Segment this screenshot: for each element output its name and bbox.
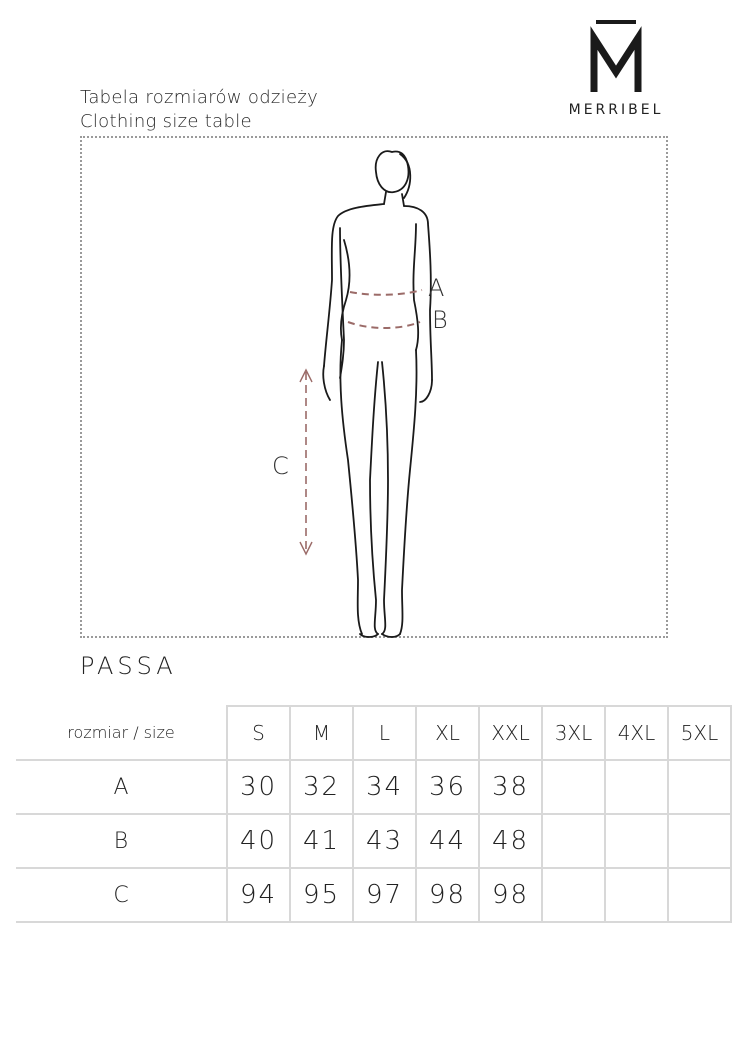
row-label-c: C xyxy=(16,868,227,922)
table-cell xyxy=(542,868,605,922)
size-col-s: S xyxy=(227,706,290,760)
table-row xyxy=(16,760,731,814)
table-cell: 43 xyxy=(353,814,416,868)
size-col-4xl: 4XL xyxy=(605,706,668,760)
size-table xyxy=(16,705,732,923)
table-cell xyxy=(605,868,668,922)
table-cell: 41 xyxy=(290,814,353,868)
measure-label-c: C xyxy=(272,452,289,480)
table-cell: 95 xyxy=(290,868,353,922)
table-row xyxy=(16,814,731,868)
size-table-title xyxy=(80,86,318,134)
table-cell: 34 xyxy=(353,760,416,814)
size-col-5xl: 5XL xyxy=(668,706,731,760)
row-label-a: A xyxy=(16,760,227,814)
size-col-xl: XL xyxy=(416,706,479,760)
table-cell: 38 xyxy=(479,760,542,814)
table-cell xyxy=(605,760,668,814)
table-cell: 40 xyxy=(227,814,290,868)
table-cell: 44 xyxy=(416,814,479,868)
table-cell: 97 xyxy=(353,868,416,922)
table-cell xyxy=(542,760,605,814)
brand-name: MERRIBEL xyxy=(568,102,664,118)
size-col-3xl: 3XL xyxy=(542,706,605,760)
table-cell xyxy=(668,868,731,922)
table-cell: 98 xyxy=(479,868,542,922)
size-header-label: rozmiar / size xyxy=(16,706,227,760)
row-label-b: B xyxy=(16,814,227,868)
table-cell xyxy=(668,814,731,868)
size-col-l: L xyxy=(353,706,416,760)
table-cell: 32 xyxy=(290,760,353,814)
size-col-m: M xyxy=(290,706,353,760)
table-cell: 48 xyxy=(479,814,542,868)
merribel-logo-icon xyxy=(584,20,648,94)
table-cell: 94 xyxy=(227,868,290,922)
table-cell xyxy=(668,760,731,814)
brand-logo xyxy=(556,20,676,120)
measure-label-a: A xyxy=(428,274,445,302)
measure-label-b: B xyxy=(432,306,448,334)
table-cell: 36 xyxy=(416,760,479,814)
title-english: Clothing size table xyxy=(80,111,252,132)
product-name: PASSA xyxy=(80,652,177,680)
title-polish: Tabela rozmiarów odzieży xyxy=(80,87,319,108)
size-header-row xyxy=(16,706,731,760)
table-cell xyxy=(542,814,605,868)
table-row xyxy=(16,868,731,922)
table-cell: 98 xyxy=(416,868,479,922)
size-col-xxl: XXL xyxy=(479,706,542,760)
body-figure-illustration xyxy=(260,140,460,640)
table-cell xyxy=(605,814,668,868)
table-cell: 30 xyxy=(227,760,290,814)
